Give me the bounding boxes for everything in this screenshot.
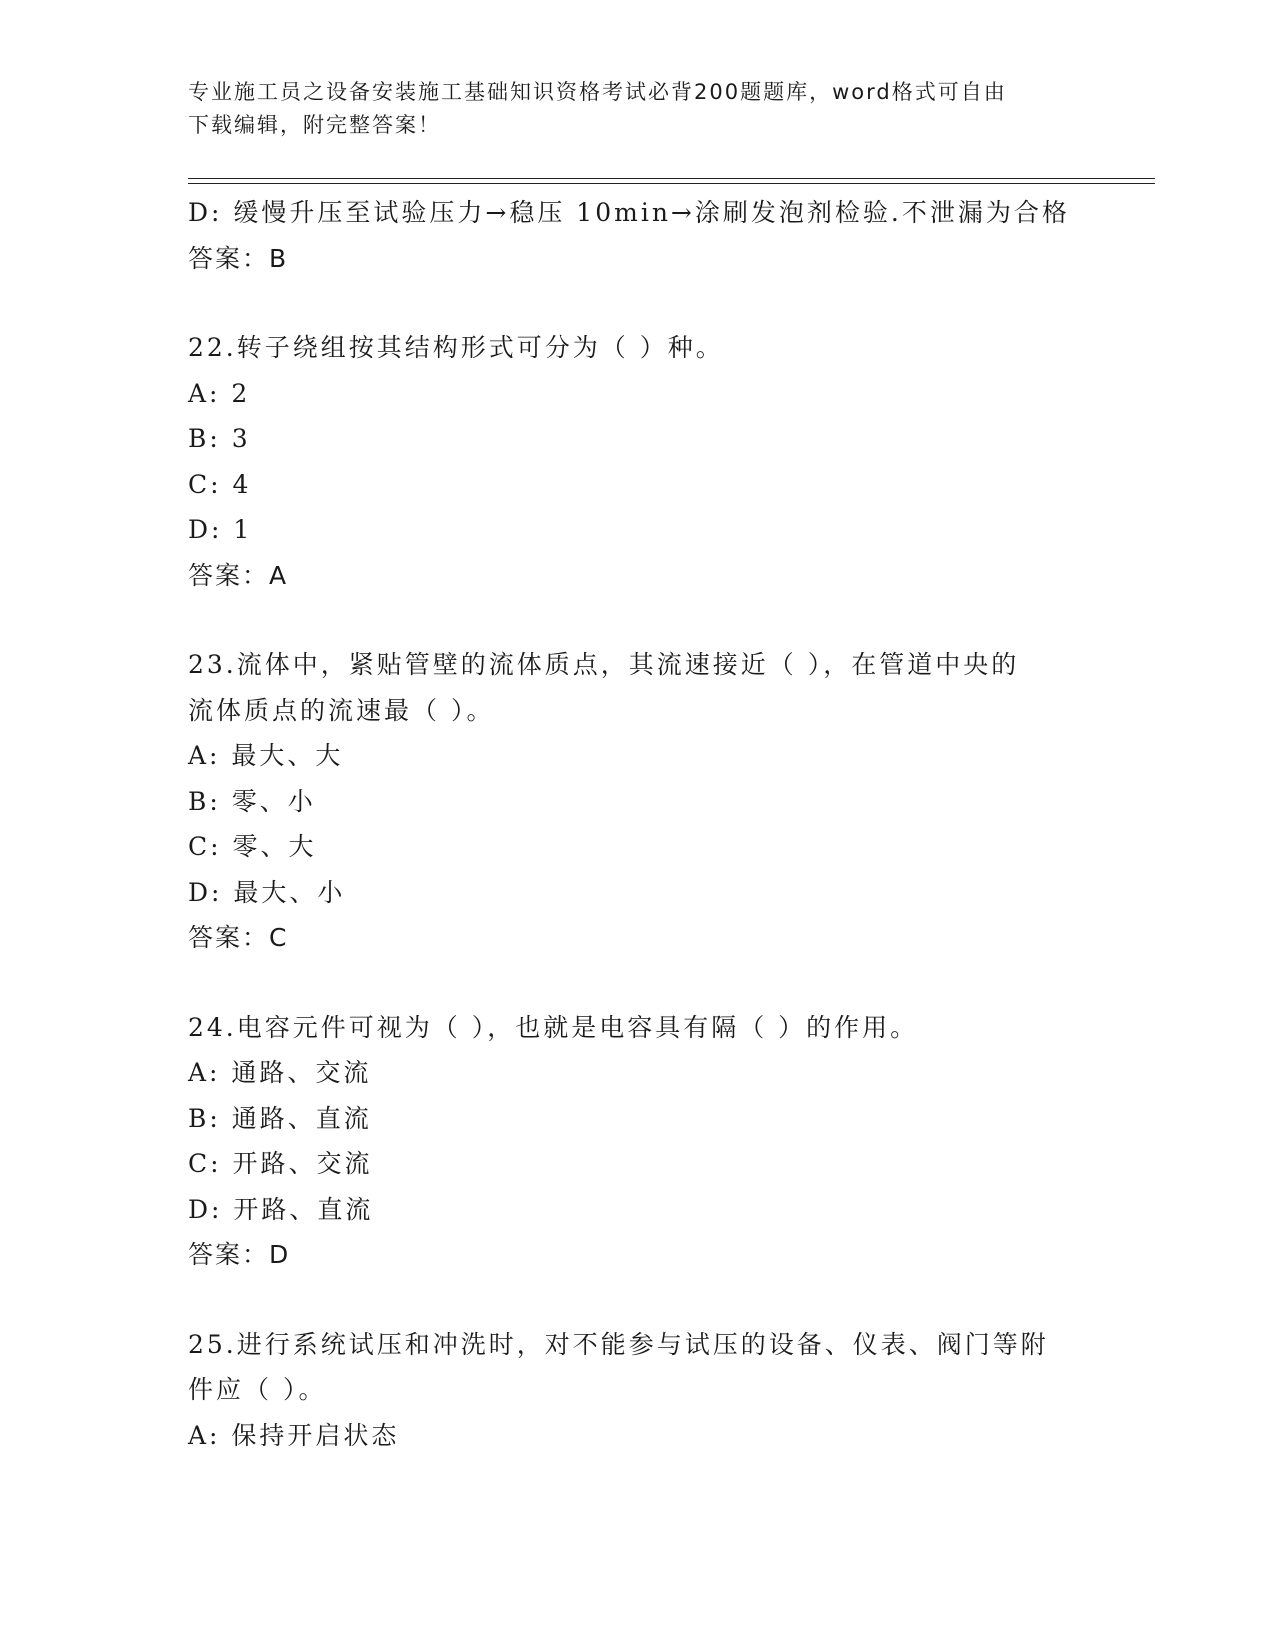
option-c: C: 开路、交流 xyxy=(188,1149,373,1178)
option-b: B: 零、小 xyxy=(188,786,316,816)
option-a: A: 通路、交流 xyxy=(188,1058,372,1087)
question-stem: 23.流体中，紧贴管壁的流体质点，其流速接近（ ），在管道中央的 xyxy=(188,650,1020,679)
option-a: A: 2 xyxy=(188,378,251,408)
question-stem: 25.进行系统试压和冲洗时，对不能参与试压的设备、仪表、阀门等附 xyxy=(188,1329,1049,1359)
answer-line: 答案：C xyxy=(188,923,289,952)
question-23 xyxy=(188,642,1088,961)
header-divider-bottom xyxy=(188,183,1155,184)
question-24 xyxy=(188,1005,1088,1278)
question-22 xyxy=(188,325,1088,598)
question-stem: 22.转子绕组按其结构形式可分为（ ）种。 xyxy=(188,333,724,362)
option-d: D: 缓慢升压至试验压力→稳压 10min→涂刷发泡剂检验.不泄漏为合格 xyxy=(188,198,1070,227)
option-d: D: 1 xyxy=(188,515,253,544)
option-c: C: 4 xyxy=(188,469,252,499)
question-25 xyxy=(188,1322,1088,1459)
option-d: D: 最大、小 xyxy=(188,877,346,907)
question-stem-continued: 流体质点的流速最（ ）。 xyxy=(188,695,495,725)
answer-line: 答案：B xyxy=(188,243,289,273)
option-a: A: 最大、大 xyxy=(188,741,344,770)
option-a: A: 保持开启状态 xyxy=(188,1420,400,1450)
question-stem-continued: 件应（ ）。 xyxy=(188,1375,327,1404)
answer-line: 答案：A xyxy=(188,560,289,590)
previous-question-tail xyxy=(188,190,1088,281)
question-stem: 24.电容元件可视为（ ），也就是电容具有隔（ ）的作用。 xyxy=(188,1012,919,1042)
option-b: B: 通路、直流 xyxy=(188,1103,372,1133)
option-d: D: 开路、直流 xyxy=(188,1194,374,1224)
header-line-2: 下载编辑，附完整答案！ xyxy=(188,113,441,137)
option-c: C: 零、大 xyxy=(188,832,317,861)
header-line-1: 专业施工员之设备安装施工基础知识资格考试必背200题题库，word格式可自由 xyxy=(188,80,1007,104)
header-divider-top xyxy=(188,178,1155,179)
option-b: B: 3 xyxy=(188,424,251,453)
answer-line: 答案：D xyxy=(188,1240,291,1269)
question-list xyxy=(188,190,1088,1458)
document-header xyxy=(188,76,1088,142)
